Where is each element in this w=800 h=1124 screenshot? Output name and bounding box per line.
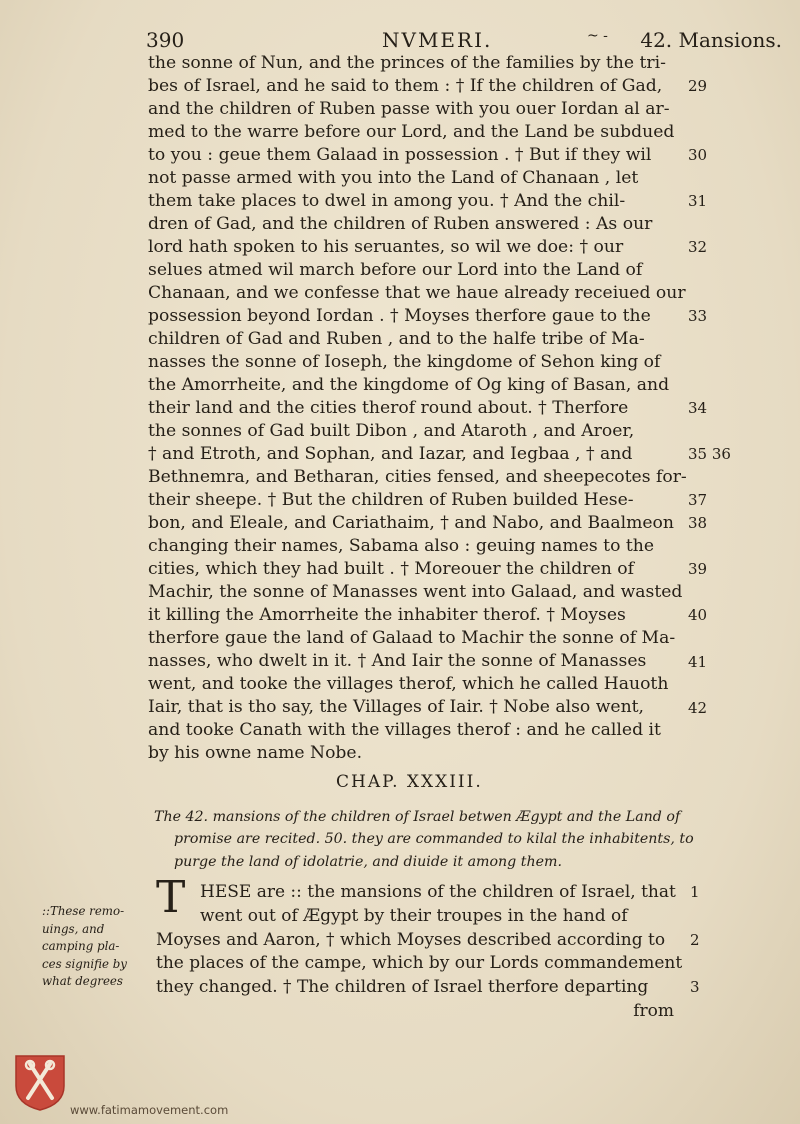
chapter-verse-number: 1 — [690, 883, 700, 901]
summary-line: purge the land of idolatrie, and diuide it among them. — [174, 853, 562, 870]
watermark-url: www.fatimamovement.com — [70, 1103, 229, 1117]
margin-note-line: ::These remo- — [42, 904, 125, 918]
text-line: Machir, the sonne of Manasses went into Galaad, and wasted — [148, 582, 683, 603]
text-line: it killing the Amorrheite the inhabiter therof. † Moyses — [148, 605, 626, 626]
text-line: the sonnes of Gad built Dibon , and Ataroth , and Aroer, — [148, 421, 635, 442]
chapter-text-line: the places of the campe, which by our Lords commandement — [156, 953, 683, 974]
text-line: therfore gaue the land of Galaad to Machir the sonne of Ma- — [148, 628, 676, 649]
text-line: nasses the sonne of Ioseph, the kingdome of Sehon king of — [148, 352, 661, 373]
main-text-block — [148, 52, 688, 765]
chapter-verse-number: 2 — [690, 930, 700, 949]
verse-number: 38 — [688, 514, 708, 533]
chapter-text-block — [156, 880, 686, 1023]
text-line: dren of Gad, and the children of Ruben answered : As our — [148, 214, 653, 235]
margin-note-line: uings, and — [42, 921, 105, 936]
text-line: and tooke Canath with the villages therof : and he called it — [148, 720, 661, 741]
running-title: NVMERI. — [382, 28, 493, 52]
text-line: went, and tooke the villages therof, which he called Hauoth — [148, 674, 669, 695]
text-line: to you : geue them Galaad in possession . † But if they wil — [148, 145, 652, 166]
text-line: the sonne of Nun, and the princes of the families by the tri- — [148, 53, 666, 73]
verse-number: 33 — [688, 307, 708, 326]
text-line: children of Gad and Ruben , and to the halfe tribe of Ma- — [148, 329, 645, 350]
verse-number: 35 36 — [688, 445, 731, 464]
chapter-summary — [154, 806, 724, 873]
text-line: possession beyond Iordan . † Moyses therfore gaue to the — [148, 306, 651, 327]
page-number: 390 — [146, 28, 185, 52]
margin-note-line: camping pla- — [42, 939, 120, 954]
text-line: bes of Israel, and he said to them : † If the children of Gad, — [148, 76, 663, 97]
text-line: † and Etroth, and Sophan, and Iazar, and Iegbaa , † and — [148, 444, 633, 465]
chapter-text-line: they changed. † The children of Israel therfore departing — [156, 977, 649, 998]
verse-number: 32 — [688, 238, 708, 257]
drop-cap: T — [156, 872, 186, 923]
chapter-text-line: Moyses and Aaron, † which Moyses described according to — [156, 929, 666, 950]
text-line: the Amorrheite, and the kingdome of Og king of Basan, and — [148, 375, 670, 396]
verse-number: 30 — [688, 146, 708, 165]
text-line: med to the warre before our Lord, and the Land be subdued — [148, 122, 675, 143]
text-line: their land and the cities therof round about. † Therfore — [148, 398, 629, 419]
text-line: selues atmed wil march before our Lord into the Land of — [148, 260, 643, 281]
margin-note — [42, 903, 150, 991]
verse-number: 41 — [688, 652, 708, 671]
verse-number: 39 — [688, 560, 708, 579]
papal-seal-icon — [12, 1052, 68, 1112]
text-line: cities, which they had built . † Moreouer the children of — [148, 559, 634, 580]
text-line: Iair, that is tho say, the Villages of Iair. † Nobe also went, — [148, 697, 645, 718]
chapter-verse-number: 3 — [690, 978, 700, 997]
chapter-text-line: went out of Ægypt by their troupes in the hand of — [200, 905, 628, 926]
text-line: and the children of Ruben passe with you ouer Iordan al ar- — [148, 99, 670, 120]
chapter-text-line: HESE are :: the mansions of the children of Israel, that — [200, 882, 676, 902]
text-line: changing their names, Sabama also : geuing names to the — [148, 536, 655, 557]
summary-line: promise are recited. 50. they are commanded to kilal the inhabitents, to — [174, 831, 694, 848]
text-line: their sheepe. † But the children of Ruben builded Hese- — [148, 490, 634, 511]
text-line: not passe armed with you into the Land of Chanaan , let — [148, 168, 639, 189]
text-line: lord hath spoken to his seruantes, so wil we doe: † our — [148, 237, 624, 258]
verse-number: 31 — [688, 192, 708, 211]
verse-number: 42 — [688, 698, 708, 717]
chapter-heading: CHAP. XXXIII. — [336, 772, 483, 792]
text-line: Chanaan, and we confesse that we haue already receiued our — [148, 283, 686, 304]
verse-number: 37 — [688, 491, 708, 510]
text-line: by his owne name Nobe. — [148, 743, 363, 764]
header-ornament: ~ - — [587, 28, 608, 44]
margin-note-line: ces signifie by — [42, 956, 127, 971]
text-line: nasses, who dwelt in it. † And Iair the sonne of Manasses — [148, 651, 647, 672]
verse-number: 40 — [688, 606, 708, 625]
summary-line: The 42. mansions of the children of Israel betwen Ægypt and the Land of — [154, 809, 681, 825]
margin-note-line: what degrees — [42, 974, 123, 989]
verse-number: 34 — [688, 399, 708, 418]
catchword: from — [633, 1000, 674, 1021]
verse-number: 29 — [688, 77, 708, 96]
text-line: bon, and Eleale, and Cariathaim, † and Nabo, and Baalmeon — [148, 513, 674, 534]
text-line: them take places to dwel in among you. † And the chil- — [148, 191, 626, 212]
section-title: 42. Mansions. — [640, 28, 782, 52]
text-line: Bethnemra, and Betharan, cities fensed, and sheepecotes for- — [148, 467, 687, 488]
